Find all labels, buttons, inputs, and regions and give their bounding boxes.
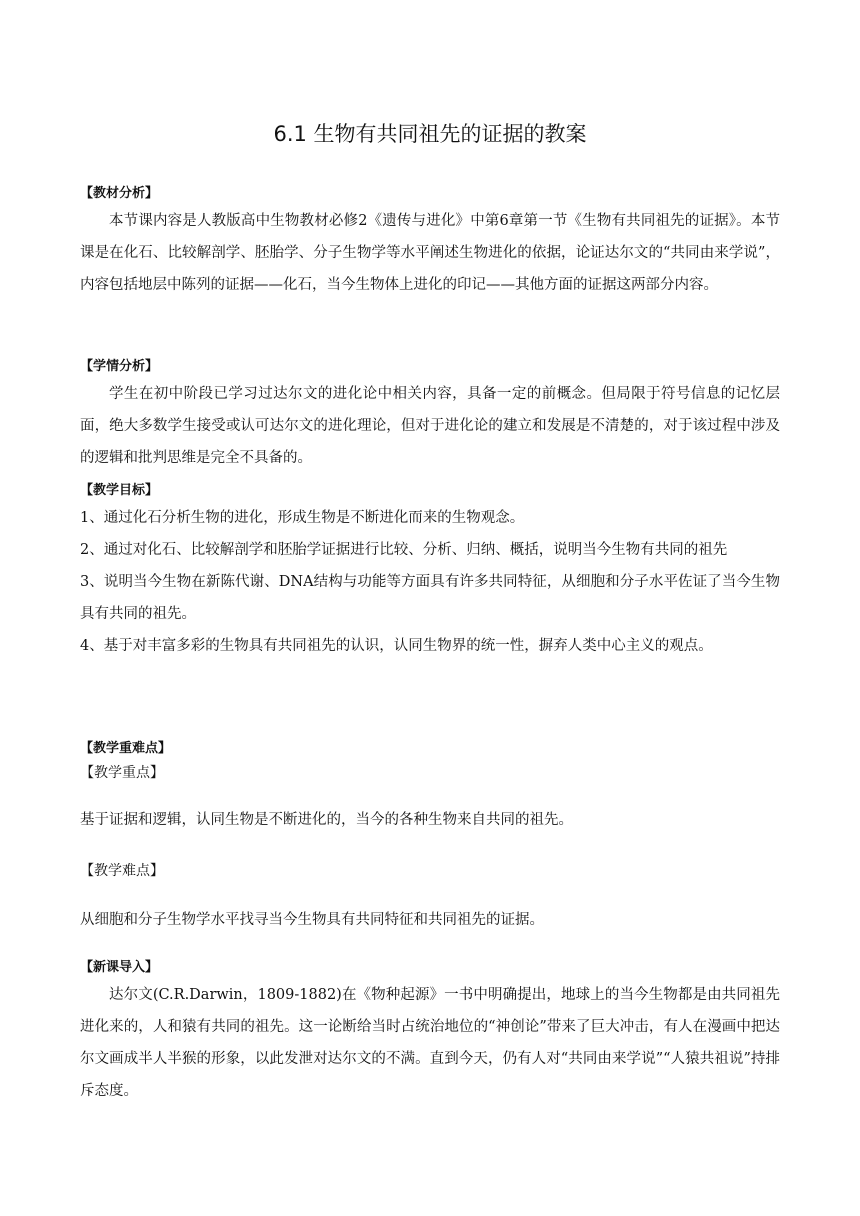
section-heading: 【教学重难点】 xyxy=(80,741,172,756)
document-title: 6.1 生物有共同祖先的证据的教案 xyxy=(273,122,587,146)
objective-item: 4、基于对丰富多彩的生物具有共同祖先的认识，认同生物界的统一性，摒弃人类中心主义的观点。 xyxy=(80,638,713,654)
section-heading: 【教学目标】 xyxy=(80,483,159,498)
section-paragraph: 达尔文(C.R.Darwin，1809-1882)在《物种起源》一书中明确提出，地球上的当今生物都是由共同祖先进化来的，人和猿有共同的祖先。这一论断给当时占统治地位的“神创论”带来了巨大冲击，有人在漫画中把达尔文画成半人半猴的形象，以此发泄对达尔文的不满。直到今天，仍有人对“共同由来学说”“人猿共祖说”持排斥态度。 xyxy=(80,987,780,1099)
key-points-text: 基于证据和逻辑，认同生物是不断进化的，当今的各种生物来自共同的祖先。 xyxy=(80,812,573,828)
section-heading: 【教材分析】 xyxy=(80,186,159,201)
objective-item: 1、通过化石分析生物的进化，形成生物是不断进化而来的生物观念。 xyxy=(80,510,525,526)
section-introduction xyxy=(80,957,780,1107)
key-points-heading: 【教学重点】 xyxy=(80,765,164,781)
section-textbook-analysis xyxy=(80,183,780,301)
difficult-points-heading: 【教学难点】 xyxy=(80,863,164,879)
section-paragraph: 学生在初中阶段已学习过达尔文的进化论中相关内容，具备一定的前概念。但局限于符号信息的记忆层面，绝大多数学生接受或认可达尔文的进化理论，但对于进化论的建立和发展是不清楚的，对于该过程中涉及的逻辑和批判思维是完全不具备的。 xyxy=(80,386,780,466)
section-objectives xyxy=(80,480,780,662)
objective-item: 2、通过对化石、比较解剖学和胚胎学证据进行比较、分析、归纳、概括，说明当今生物有共同的祖先 xyxy=(80,542,728,558)
section-heading: 【新课导入】 xyxy=(80,960,159,975)
section-paragraph: 本节课内容是人教版高中生物教材必修2《遗传与进化》中第6章第一节《生物有共同祖先的证据》。本节课是在化石、比较解剖学、胚胎学、分子生物学等水平阐述生物进化的依据，论证达尔文的“共同由来学说”，内容包括地层中陈列的证据——化石，当今生物体上进化的印记——其他方面的证据这两部分内容。 xyxy=(80,213,780,293)
objective-item: 3、说明当今生物在新陈代谢、DNA结构与功能等方面具有许多共同特征，从细胞和分子水平佐证了当今生物具有共同的祖先。 xyxy=(80,574,780,622)
section-heading: 【学情分析】 xyxy=(80,359,159,374)
difficult-points-text: 从细胞和分子生物学水平找寻当今生物具有共同特征和共同祖先的证据。 xyxy=(80,912,544,928)
section-key-difficult xyxy=(80,738,780,936)
section-student-analysis xyxy=(80,356,780,474)
